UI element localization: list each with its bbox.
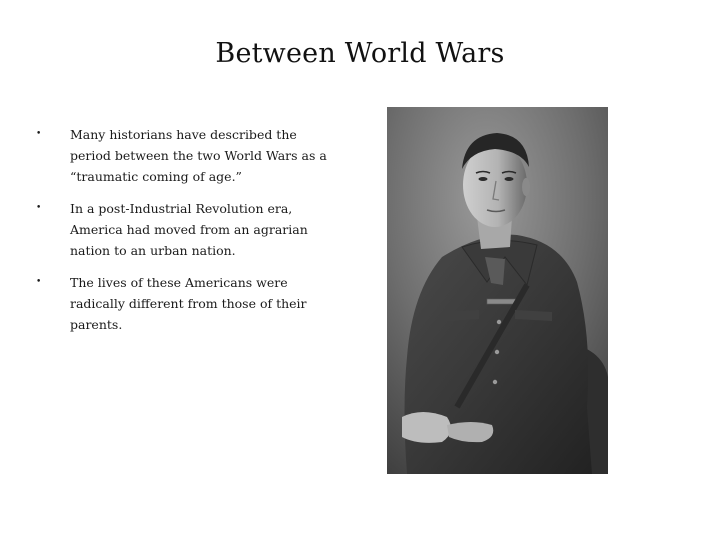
bullet-item bbox=[36, 124, 341, 187]
portrait-photo bbox=[387, 107, 608, 474]
bullet-list bbox=[36, 124, 341, 346]
bullet-text: In a post-Industrial Revolution era, America had moved from an agrarian nation to an urban nation. bbox=[70, 201, 308, 258]
bullet-item bbox=[36, 198, 341, 261]
bullet-text: Many historians have described the period between the two World Wars as a “traumatic coming of age.” bbox=[70, 127, 327, 184]
bullet-dot-icon: • bbox=[36, 129, 42, 139]
bullet-item bbox=[36, 272, 341, 335]
portrait-photo-image bbox=[387, 107, 608, 474]
slide-title: Between World Wars bbox=[215, 38, 505, 69]
bullet-dot-icon: • bbox=[36, 203, 42, 213]
bullet-dot-icon: • bbox=[36, 277, 42, 287]
bullet-text: The lives of these Americans were radically different from those of their parents. bbox=[70, 275, 307, 332]
